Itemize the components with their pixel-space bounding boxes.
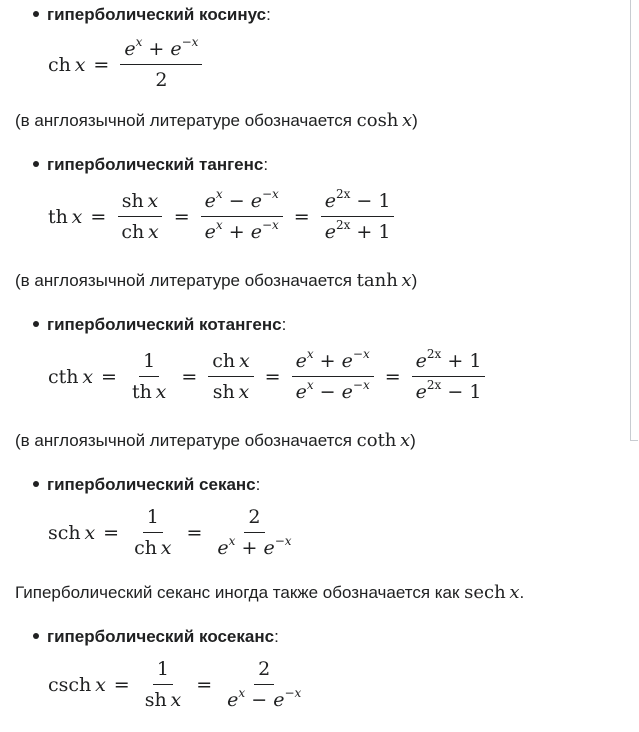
tanh-heading: гиперболический тангенс: bbox=[33, 154, 268, 176]
tanh-note: (в англоязычной литературе обозначается tanh x) bbox=[15, 270, 418, 291]
csch-lhs: csch x bbox=[48, 673, 106, 696]
csch-title: гиперболический косеканс bbox=[47, 627, 275, 646]
equals-sign: = bbox=[181, 365, 198, 388]
coth-formula bbox=[48, 347, 488, 403]
equals-sign: = bbox=[113, 673, 130, 696]
cosh-heading bbox=[33, 4, 271, 26]
coth-fraction-2: $\frac{\text{ch x}}{\text{sh x}}$ bbox=[208, 350, 253, 403]
sech-fraction-2: $\frac{2}{e^x + e^{-x}}$ bbox=[217, 506, 292, 559]
cosh-note: (в англоязычной литературе обозначается cosh x) bbox=[15, 110, 418, 131]
cosh-fraction bbox=[120, 35, 202, 91]
equals-sign: = bbox=[101, 365, 117, 388]
csch-fraction-1: $\frac{1}{\text{sh x}}$ bbox=[144, 658, 182, 711]
bullet-icon bbox=[33, 321, 39, 327]
equals-sign: = bbox=[173, 205, 190, 228]
coth-lhs: cth x bbox=[48, 365, 94, 388]
sech-title: гиперболический секанс bbox=[47, 475, 256, 494]
bullet-icon bbox=[33, 11, 39, 17]
coth-heading: гиперболический котангенс: bbox=[33, 314, 286, 336]
tanh-lhs: th x bbox=[48, 205, 83, 228]
tanh-fraction-1: $\frac{\text{sh x}}{\text{ch x}}$ bbox=[117, 190, 162, 243]
equals-sign: = bbox=[196, 673, 213, 696]
tanh-fraction-2: $\frac{e^x - e^{-x}}{e^x + e^{-x}}$ bbox=[201, 190, 283, 243]
csch-fraction-2: $\frac{2}{e^x - e^{-x}}$ bbox=[227, 658, 302, 711]
csch-heading: гиперболический косеканс: bbox=[33, 626, 279, 648]
sech-formula bbox=[48, 506, 299, 559]
coth-title: гиперболический котангенс bbox=[47, 315, 282, 334]
cosh-lhs: ch x bbox=[48, 53, 86, 76]
tanh-formula bbox=[48, 187, 397, 243]
fraction-numerator: $e^x + e^{-x}$ bbox=[120, 38, 202, 65]
cosh-formula bbox=[48, 35, 205, 91]
coth-note: (в англоязычной литературе обозначается coth x) bbox=[15, 430, 416, 451]
sech-heading: гиперболический секанс: bbox=[33, 474, 260, 496]
cosh-colon: : bbox=[266, 5, 271, 24]
equals-sign: = bbox=[90, 205, 107, 228]
fraction-denominator: 2 bbox=[155, 69, 168, 91]
coth-fraction-4: $\frac{e^{2x} + 1}{e^{2x} - 1}$ bbox=[412, 350, 486, 403]
cosh-title: гиперболический косинус bbox=[47, 5, 267, 24]
equals-sign: = bbox=[93, 53, 110, 76]
content-border-tick bbox=[630, 440, 638, 441]
equals-sign: = bbox=[186, 521, 203, 544]
sech-note: Гиперболический секанс иногда также обозначается как sech x. bbox=[15, 582, 525, 603]
coth-fraction-1: $\frac{1}{\text{th x}}$ bbox=[131, 350, 167, 403]
equals-sign: = bbox=[264, 365, 281, 388]
coth-fraction-3: $\frac{e^x + e^{-x}}{e^x - e^{-x}}$ bbox=[292, 350, 374, 403]
sech-fraction-1: $\frac{1}{\text{ch x}}$ bbox=[134, 506, 172, 559]
equals-sign: = bbox=[293, 205, 310, 228]
content-border bbox=[630, 0, 631, 440]
bullet-icon bbox=[33, 161, 39, 167]
tanh-fraction-3: $\frac{e^{2x} - 1}{e^{2x} + 1}$ bbox=[321, 190, 395, 243]
bullet-icon bbox=[33, 481, 39, 487]
equals-sign: = bbox=[384, 365, 401, 388]
sech-lhs: sch x bbox=[48, 521, 96, 544]
csch-formula bbox=[48, 658, 308, 711]
tanh-title: гиперболический тангенс bbox=[47, 155, 264, 174]
equals-sign: = bbox=[103, 521, 120, 544]
bullet-icon bbox=[33, 633, 39, 639]
